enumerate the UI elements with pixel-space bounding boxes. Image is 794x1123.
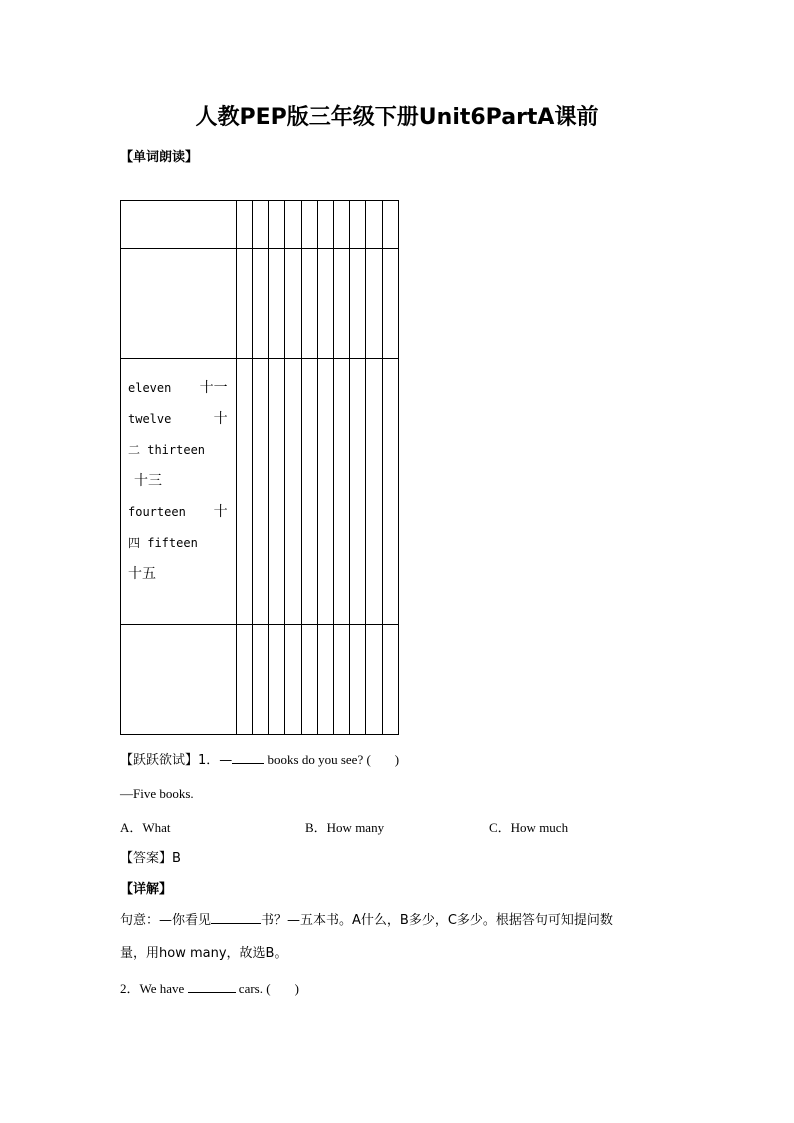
vocab-table <box>120 200 399 735</box>
option-a: A．What <box>120 820 171 835</box>
table-row <box>121 359 399 625</box>
option-c: C．How much <box>489 820 569 835</box>
vocab-word-list <box>121 359 236 590</box>
answer-blank <box>232 751 264 764</box>
list-item: 二 thirteen <box>128 443 206 457</box>
list-item: eleven 十一 <box>128 380 228 396</box>
table-row <box>121 625 399 735</box>
answer-blank <box>211 911 261 924</box>
list-item: 四 fifteen <box>128 536 198 550</box>
question-1-answer-line: —Five books. <box>120 786 194 801</box>
explanation-line-2: 量，用how many，故选B。 <box>120 946 288 961</box>
explanation-line-1: 句意：—你看见 书？—五本书。A什么，B多少，C多少。根据答句可知提问数 <box>120 913 613 928</box>
explanation-heading: 【详解】 <box>120 882 173 897</box>
option-b: B．How many <box>305 820 385 835</box>
table-row <box>121 201 399 249</box>
table-row <box>121 249 399 359</box>
list-item: fourteen 十 <box>128 504 228 520</box>
section-vocab-heading: 【单词朗读】 <box>120 150 199 165</box>
answer-blank <box>188 980 236 993</box>
list-item: 十三 <box>134 473 162 489</box>
page-title: 人教PEP版三年级下册Unit6PartA课前 <box>195 105 599 130</box>
list-item: 十五 <box>128 566 156 582</box>
answer-label: 【答案】B <box>120 851 181 866</box>
question-1: 【跃跃欲试】1．— books do you see? ( ) <box>120 752 400 768</box>
list-item: twelve 十 <box>128 411 228 427</box>
question-2: 2．We have cars. ( ) <box>120 981 299 996</box>
